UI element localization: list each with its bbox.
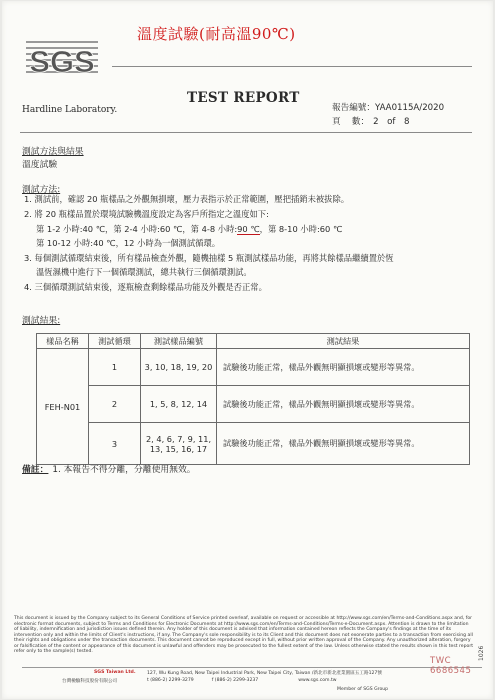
header-cycle: 測試循環 [89, 334, 141, 349]
cycle-cell: 1 [89, 349, 141, 386]
cycle-cell: 3 [89, 423, 141, 465]
table-row [37, 423, 470, 465]
results-table [36, 333, 470, 465]
page-count-label: 頁 數： [332, 117, 370, 127]
footer-company-zh: 台灣檢驗科技股份有限公司 [62, 679, 118, 684]
side-number: 1026 [478, 645, 485, 661]
method-step-2: 2. 將 20 瓶樣品置於環境試驗機溫度設定為客戶所指定之溫度如下: [24, 209, 269, 219]
method-step-2-cycle: 第 10-12 小時:40 ℃，12 小時為一個測試循環。 [36, 238, 221, 248]
handwritten-annotation: 溫度試驗(耐高溫90℃) [137, 25, 296, 43]
method-heading: 測試方法與結果 [22, 147, 84, 157]
sample-name-cell: FEH-N01 [37, 349, 89, 465]
sample-ids-cell: 1, 5, 8, 12, 14 [141, 386, 217, 423]
sample-ids-cell: 3, 10, 18, 19, 20 [141, 349, 217, 386]
report-number-value: YAA0115A/2020 [374, 103, 445, 113]
footer-address: 127, Wu Kung Road, New Taipei Industrial Park, New Taipei City, Taiwan /新北市新北產業園區五工路127號 [147, 671, 382, 676]
table-row [37, 349, 470, 386]
footer-phone: t (886-2) 2299-3279 f (886-2) 2299-3237 www.sgs.com.tw [147, 678, 337, 683]
result-cell: 試驗後功能正常，樣品外觀無明顯損壞或變形等異常。 [217, 423, 470, 465]
report-number [332, 101, 444, 113]
footer-member: Member of SGS Group [337, 687, 389, 692]
header-sample-ids: 測試樣品編號 [141, 334, 217, 349]
result-cell: 試驗後功能正常，樣品外觀無明顯損壞或變形等異常。 [217, 349, 470, 386]
method-step-4: 4. 三個循環測試結束後，逐瓶檢查剩餘樣品功能及外觀是否正常。 [24, 282, 267, 292]
page-count-value: 2 of 8 [373, 117, 410, 127]
cycle-cell: 2 [89, 386, 141, 423]
sgs-logo [26, 38, 98, 80]
highlighted-temperature: 90 ℃ [237, 224, 260, 234]
remark [22, 462, 196, 475]
results-label: 測試結果: [22, 316, 61, 326]
report-number-label: 報告編號： [332, 103, 375, 113]
lab-name: Hardline Laboratory. [22, 105, 118, 115]
method-step-3: 3. 每個測試循環結束後，所有樣品檢查外觀，隨機抽樣 5 瓶測試樣品功能，再將其餘樣品繼續置於恆 [24, 253, 394, 263]
footer-disclaimer: This document is issued by the Company subject to its General Conditions of Service printed overleaf, available on request or accessible at http://www.sgs.com/en/Terms-and-Conditions.aspx and, for electronic format documents, subject to Terms and Conditions for Electronic Documents at http://www.sgs.com/en/Terms-and-Conditions/Terms-e-Document.aspx. Attention is drawn to the limitation of liability, indemnification and jurisdiction issues defined therein. Any holder of this document is advised that information contained hereon reflects the Company's findings at the time of its intervention only and within the limits of Client's instructions, if any. The Company's sole responsibility is to its Client and this document does not exonerate parties to a transaction from exercising all their rights and obligations under the transaction documents. This document cannot be reproduced except in full, without prior written approval of the Company. Any unauthorized alteration, forgery or falsification of the content or appearance of this document is unlawful and offenders may be prosecuted to the fullest extent of the law. Unless otherwise stated the results shown in this test report refer only to the sample(s) tested. [14, 616, 474, 654]
header-rule [112, 66, 472, 67]
sample-ids-cell: 2, 4, 6, 7, 9, 11, 13, 15, 16, 17 [141, 423, 217, 465]
method-label: 測試方法: [22, 185, 61, 195]
remark-text: 1. 本報告不得分離，分離使用無效。 [52, 465, 196, 475]
divider-rule [20, 132, 472, 133]
svg-text:SGS: SGS [29, 44, 95, 79]
page-count [332, 115, 410, 127]
header-sample-name: 樣品名稱 [37, 334, 89, 349]
remark-label: 備註： [22, 465, 49, 475]
table-row [37, 386, 470, 423]
method-subtitle: 溫度試驗 [22, 160, 58, 170]
report-page [2, 1, 493, 699]
twc-number: TWC 6686545 [430, 656, 472, 676]
method-step-1: 1. 測試前，確認 20 瓶樣品之外觀無損壞，壓力表指示於正常範圍，壓把插銷未被拔除。 [24, 194, 350, 204]
footer-company-en: SGS Taiwan Ltd. [94, 670, 136, 675]
result-cell: 試驗後功能正常，樣品外觀無明顯損壞或變形等異常。 [217, 386, 470, 423]
method-step-2-schedule: 第 1-2 小時:40 ℃，第 2-4 小時:60 ℃，第 4-8 小時:90 ℃，第 8-10 小時:60 ℃ [36, 224, 343, 234]
footer-rule [22, 667, 482, 668]
report-title: TEST REPORT [187, 90, 300, 106]
header-result: 測試結果 [217, 334, 470, 349]
method-step-3-cont: 溫恆濕機中進行下一個循環測試，總共執行三個循環測試。 [36, 267, 252, 277]
table-header-row [37, 334, 470, 349]
